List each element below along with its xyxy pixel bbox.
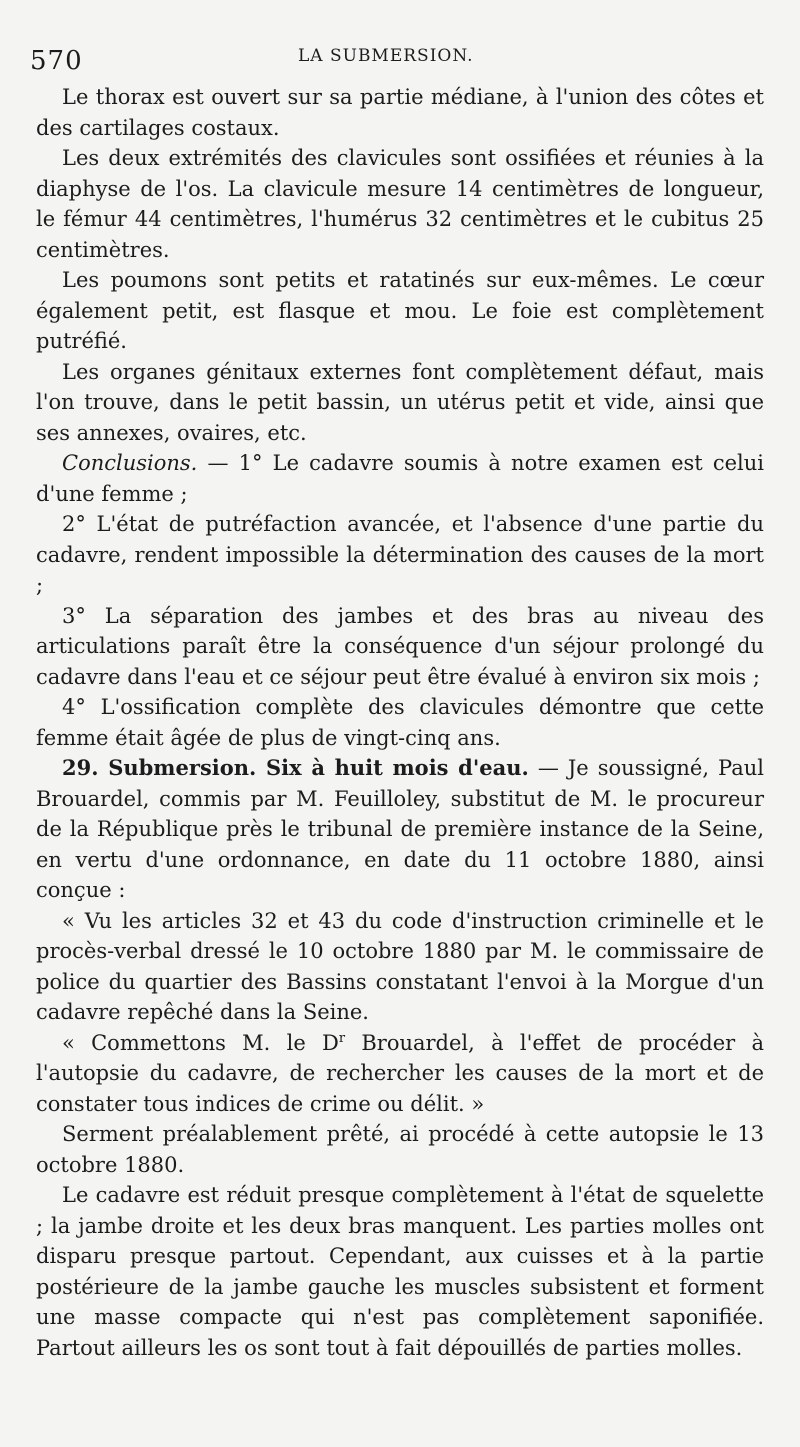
quote-paragraph [36, 1028, 764, 1120]
conclusion-item: 2° L'état de putréfaction avancée, et l'absence d'une partie du cadavre, rendent impossible la détermination des causes de la mort ; [36, 512, 764, 597]
case-intro-paragraph [36, 753, 764, 906]
case-heading: 29. Submersion. Six à huit mois d'eau. [62, 755, 529, 780]
body-text [36, 82, 764, 1363]
quote-text: « Commettons M. le D [62, 1030, 339, 1055]
paragraph: Les poumons sont petits et ratatinés sur eux-mêmes. Le cœur également petit, est flasque et mou. Le foie est complètement putréfié. [36, 268, 764, 353]
conclusion-item: 3° La séparation des jambes et des bras au niveau des articulations paraît être la conséquence d'un séjour prolongé du cadavre dans l'eau et ce séjour peut être évalué à environ six mois ; [36, 603, 764, 689]
case-intro: — Je soussigné, Paul Brouardel, commis par M. Feuilloley, substitut de M. le procureur de la République près le tribunal de première instance de la Seine, en vertu d'une ordonnance, en date du 11 octobre 1880, ainsi conçue : [36, 756, 764, 902]
running-title: LA SUBMERSION. [298, 46, 474, 66]
page-header [30, 38, 760, 78]
paragraph: Les organes génitaux externes font complètement défaut, mais l'on trouve, dans le petit bassin, un utérus petit et vide, ainsi que ses annexes, ovaires, etc. [36, 359, 764, 445]
oath-paragraph: Serment préalablement prêté, ai procédé à cette autopsie le 13 octobre 1880. [36, 1122, 764, 1177]
page-number: 570 [30, 46, 83, 76]
conclusions-label: Conclusions. [62, 451, 198, 475]
conclusions-paragraph [36, 448, 764, 509]
quote-text: Brouardel, à l'effet de procéder à l'autopsie du cadavre, de rechercher les causes de la mort et de constater tous indices de crime ou délit. » [36, 1030, 764, 1116]
paragraph: Le thorax est ouvert sur sa partie médiane, à l'union des côtes et des cartilages costaux. [36, 85, 764, 140]
quote-paragraph: « Vu les articles 32 et 43 du code d'instruction criminelle et le procès-verbal dressé le 10 octobre 1880 par M. le commissaire de police du quartier des Bassins constatant l'envoi à la Morgue d'un cadavre repêché dans la Seine. [36, 908, 764, 1024]
superscript: r [338, 1030, 346, 1046]
conclusion-1: — 1° Le cadavre soumis à notre examen est celui d'une femme ; [36, 451, 764, 506]
description-paragraph: Le cadavre est réduit presque complètement à l'état de squelette ; la jambe droite et les deux bras manquent. Les parties molles ont disparu presque partout. Cependant, aux cuisses et à la partie postérieure de la jambe gauche les muscles subsistent et forment une masse compacte qui n'est pas complètement saponifiée. Partout ailleurs les os sont tout à fait dépouillés de parties molles. [36, 1183, 764, 1360]
conclusion-item: 4° L'ossification complète des clavicules démontre que cette femme était âgée de plus de vingt-cinq ans. [36, 695, 764, 750]
paragraph: Les deux extrémités des clavicules sont ossifiées et réunies à la diaphyse de l'os. La clavicule mesure 14 centimètres de longueur, le fémur 44 centimètres, l'humérus 32 centimètres et le cubitus 25 centimètres. [36, 146, 764, 262]
